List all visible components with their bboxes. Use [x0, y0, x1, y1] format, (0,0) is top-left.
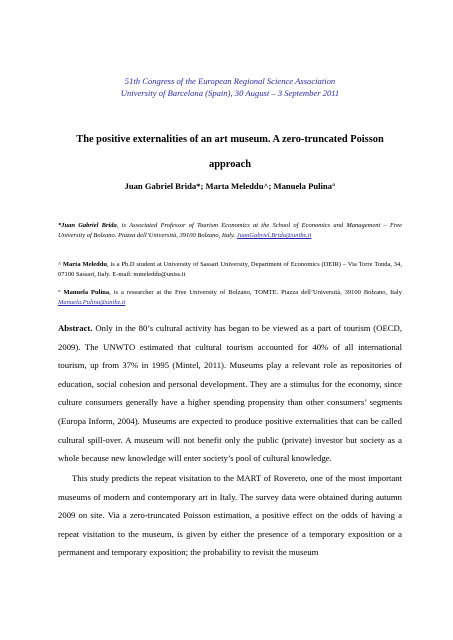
abstract-text-2: This study predicts the repeat visitation to the MART of Rovereto, one of the most important museums of modern and contemporary art in Italy. The survey data were obtained during autumn 2009 on site. Via a zero-truncated Poisson estimation, a positive effect on the odds of having a repeat visitation to the museum, is given by either the presence of a temporary exposition or a permanent and temporary exposition; the probability to revisit the museum [58, 473, 402, 558]
footnote-meleddu [58, 260, 402, 280]
conference-line-2: University of Barcelona (Spain), 30 August – 3 September 2011 [120, 88, 340, 98]
footnote-pulina-text: , is a researcher at the Free University of Bolzano, TOMTE. Piazza dell’Università, 39100 Bolzano, Italy [109, 289, 402, 296]
abstract-paragraph-1 [58, 319, 402, 468]
footnote-brida-name: *Juan Gabriel Brida [58, 222, 117, 229]
footnote-meleddu-name: Marta Meleddu [62, 261, 107, 268]
paper-title-line-1: The positive externalities of an art museum. A zero-truncated Poisson [76, 134, 384, 145]
footnote-brida [58, 221, 402, 241]
footnote-pulina-name: Manuela Pulina [63, 289, 110, 296]
abstract-paragraph-2 [58, 469, 402, 562]
footnote-brida-email-link[interactable]: JuanGabriel.Brida@unibz.it [236, 232, 312, 239]
footnote-pulina-marker: ° [58, 289, 64, 296]
footnote-meleddu-text: , is a Ph.D student at University of Sassari University, Department of Economics (DEIR) – Via Torre Tonda, 34, 07100 Sassari, Italy. E-mail: mmeleddu@uniss.it [58, 261, 402, 278]
conference-line-1: 51th Congress of the European Regional Science Association [124, 76, 336, 86]
footnote-brida-text: , is Associated Professor of Tourism Economics at the School of Economics and Management – Free University of Bolzano. Piazza dell’Università, 39100 Bolzano, Italy. [58, 222, 402, 239]
paper-title-line-2: approach [209, 159, 251, 170]
footnote-pulina [58, 288, 402, 308]
footnote-pulina-email-link[interactable]: Manuela.Pulina@unibz.it [58, 299, 126, 306]
abstract-label: Abstract. [58, 323, 93, 333]
abstract-text-1: Only in the 80’s cultural activity has began to be viewed as a part of tourism (OECD, 2009). The UNWTO estimated that cultural tourism accounted for 40% of all international tourism, up from 37% in 1995 (Mintel, 2011). Museums play a relevant role as repositories of education, social cohesion and personal development. They are a stimulus for the economy, since culture consumers generally have a higher spending propensity than other consumers’ segments (Europa Inform, 2004). Museums are expected to produce positive externalities that can be called cultural spill-over. A museum will not benefit only the public (private) investor but society as a whole because new knowledge will enter society’s pool of cultural knowledge. [58, 323, 403, 464]
author-list: Juan Gabriel Brida*; Marta Meleddu^; Manuela Pulina° [124, 181, 336, 191]
footnote-meleddu-marker: ^ [58, 261, 63, 268]
